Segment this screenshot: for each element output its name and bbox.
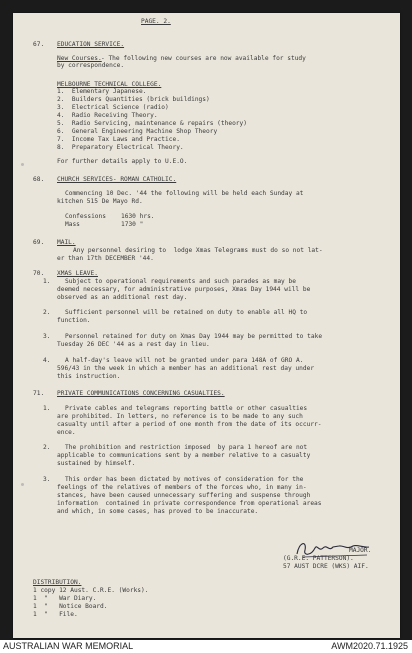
body-line: stances, have been caused unnecessary suffering and suspense through (57, 492, 311, 499)
footer-accession: AWM2020.71.1925 (331, 641, 408, 651)
body-line: kitchen 515 De Mayo Rd. (57, 198, 143, 205)
distribution-item: 1 " Notice Board. (33, 603, 108, 610)
body-line: information contained in private correspondence from operational areas (57, 500, 322, 507)
body-line: sustained by himself. (57, 460, 136, 467)
section-title: MAIL. (57, 239, 76, 246)
document-page (13, 13, 400, 638)
schedule-label: Confessions (65, 213, 106, 220)
body-line: applicable to communications sent by a member relative to a casualty (57, 452, 311, 459)
para-number: 2. (43, 444, 51, 451)
body-line: Private cables and telegrams reporting battle or other casualties (65, 405, 308, 412)
section-number: 68. (33, 176, 45, 183)
page-number: PAGE. 2. (141, 18, 171, 25)
signature-name: (G.R.E. PATTERSON). (283, 555, 354, 562)
para-number: 1. (43, 278, 51, 285)
signature-unit: 57 AUST DCRE (WKS) AIF. (283, 563, 369, 570)
schedule-label: Mass (65, 221, 80, 228)
intro-label: New Courses. (57, 55, 102, 62)
section-title: XMAS LEAVE. (57, 270, 98, 277)
body-line: function. (57, 317, 91, 324)
section-number: 67. (33, 41, 45, 48)
distribution-title: DISTRIBUTION. (33, 579, 82, 586)
body-line: Any personnel desiring to lodge Xmas Telegrams must do so not lat- (73, 247, 323, 254)
schedule-time: 1630 hrs. (121, 213, 155, 220)
body-line: Subject to operational requirements and such parades as may be (65, 278, 296, 285)
distribution-item: 1 " File. (33, 611, 78, 618)
body-line: 596/43 in the week in which a member has an additional rest day under (57, 365, 315, 372)
further-details: For further details apply to U.E.O. (57, 158, 188, 165)
schedule-time: 1730 " (121, 221, 144, 228)
para-number: 4. (43, 357, 51, 364)
footer-institution: AUSTRALIAN WAR MEMORIAL (3, 641, 134, 651)
course-item: 6. General Engineering Machine Shop Theory (57, 128, 218, 135)
body-line: A half-day's leave will not be granted under para 148A of GRO A. (65, 357, 304, 364)
distribution-item: 1 copy 12 Aust. C.R.E. (Works). (33, 587, 149, 594)
course-item: 7. Income Tax Laws and Practice. (57, 136, 180, 143)
body-line: deemed necessary, for administrative purposes, Xmas Day 1944 will be (57, 286, 311, 293)
para-number: 1. (43, 405, 51, 412)
body-line: Sufficient personnel will be retained on duty to enable all HQ to (65, 309, 308, 316)
archive-footer (0, 640, 412, 653)
distribution-item: 1 " War Diary. (33, 595, 97, 602)
course-item: 5. Radio Servicing, maintenance & repairs (theory) (57, 120, 247, 127)
section-title: PRIVATE COMMUNICATIONS CONCERNING CASUALTIES. (57, 390, 225, 397)
intro-text: by correspondence. (57, 62, 125, 69)
course-item: 4. Radio Receiving Theory. (57, 112, 158, 119)
body-line: Personnel retained for duty on Xmas Day 1944 may be permitted to take (65, 333, 323, 340)
intro-text: - The following new courses are now available for study (101, 55, 306, 62)
body-line: and which, in some cases, has proved to be inaccurate. (57, 508, 259, 515)
body-line: are prohibited. In letters, no reference is to be made to any such (57, 413, 303, 420)
body-line: This order has been dictated by motives of consideration for the (65, 476, 304, 483)
punch-hole (21, 163, 24, 166)
body-line: observed as an additional rest day. (57, 294, 188, 301)
body-line: this instruction. (57, 373, 121, 380)
signature-rank: MAJOR. (349, 547, 372, 554)
course-item: 3. Electrical Science (radio) (57, 104, 169, 111)
body-line: The prohibition and restriction imposed by para 1 hereof are not (65, 444, 308, 451)
body-line: feelings of the relatives of members of the forces who, in many in- (57, 484, 307, 491)
para-number: 3. (43, 476, 51, 483)
para-number: 3. (43, 333, 51, 340)
section-number: 70. (33, 270, 45, 277)
para-number: 2. (43, 309, 51, 316)
course-item: 1. Elementary Japanese. (57, 88, 147, 95)
body-line: ence. (57, 429, 76, 436)
body-line: Commencing 10 Dec. '44 the following will be held each Sunday at (65, 190, 304, 197)
body-line: casualty until after a period of one month from the date of its occurr- (57, 421, 322, 428)
punch-hole (21, 483, 24, 486)
section-title: EDUCATION SERVICE. (57, 41, 125, 48)
college-heading: MELBOURNE TECHNICAL COLLEGE. (57, 81, 162, 88)
section-title: CHURCH SERVICES- ROMAN CATHOLIC. (57, 176, 177, 183)
body-line: er than 17th DECEMBER '44. (57, 255, 154, 262)
body-line: Tuesday 26 DEC '44 as a rest day in lieu. (57, 341, 210, 348)
course-item: 8. Preparatory Electrical Theory. (57, 144, 184, 151)
section-number: 71. (33, 390, 45, 397)
section-number: 69. (33, 239, 45, 246)
course-item: 2. Builders Quantities (brick buildings) (57, 96, 210, 103)
